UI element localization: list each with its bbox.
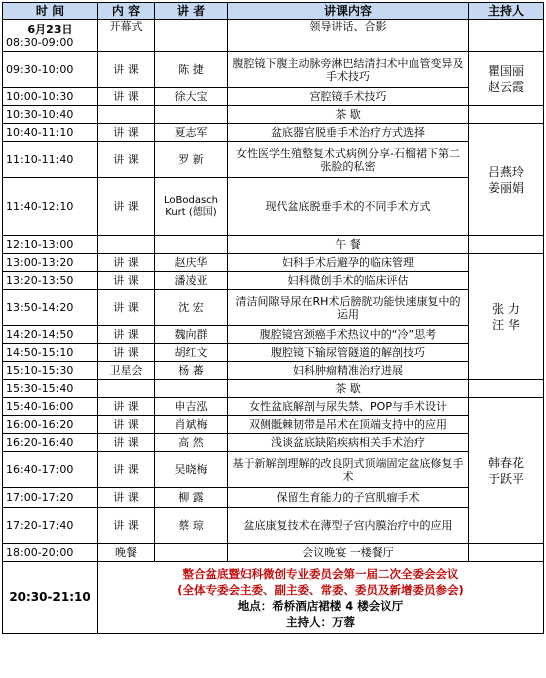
content-cell: 腹腔镜下腹主动脉旁淋巴结清扫术中血管变异及手术技巧: [228, 52, 469, 88]
table-row: [3, 124, 544, 142]
table-row: [3, 362, 544, 380]
content-cell: 腹腔镜下输尿管隧道的解剖技巧: [228, 344, 469, 362]
speaker-cell: 吴晓梅: [155, 452, 228, 488]
speaker-cell: 魏向群: [155, 326, 228, 344]
time-cell: 17:00-17:20: [3, 488, 98, 508]
content-cell: 妇科肿瘤精准治疗进展: [228, 362, 469, 380]
host-cell: [469, 254, 544, 380]
speaker-cell: [155, 380, 228, 398]
type-cell: 讲 课: [98, 272, 155, 290]
table-row: [3, 452, 544, 488]
time-cell: 10:00-10:30: [3, 88, 98, 106]
type-cell: 讲 课: [98, 488, 155, 508]
type-cell: 讲 课: [98, 326, 155, 344]
time-text: 08:30-09:00: [6, 35, 74, 49]
table-row: [3, 88, 544, 106]
meeting-title: 整合盆底暨妇科微创专业委员会第一届二次全委会会议: [182, 566, 459, 581]
content-cell: 盆底康复技术在薄型子宫内膜治疗中的应用: [228, 508, 469, 544]
table-row: [3, 20, 544, 52]
content-cell: 妇科微创手术的临床评估: [228, 272, 469, 290]
speaker-cell: 柳 露: [155, 488, 228, 508]
time-cell: 16:40-17:00: [3, 452, 98, 488]
table-row: [3, 344, 544, 362]
host-cell: [469, 398, 544, 544]
type-cell: 讲 课: [98, 290, 155, 326]
type-cell: 讲 课: [98, 178, 155, 236]
time-cell: 14:20-14:50: [3, 326, 98, 344]
table-row: [3, 508, 544, 544]
type-cell: 讲 课: [98, 344, 155, 362]
speaker-cell: [155, 106, 228, 124]
table-row: [3, 326, 544, 344]
content-cell: 茶 歇: [228, 106, 469, 124]
content-cell: 现代盆底脱垂手术的不同手术方式: [228, 178, 469, 236]
table-row: [3, 544, 544, 562]
time-cell: 10:30-10:40: [3, 106, 98, 124]
time-cell: 11:10-11:40: [3, 142, 98, 178]
time-cell: 14:50-15:10: [3, 344, 98, 362]
content-cell: 宫腔镜手术技巧: [228, 88, 469, 106]
type-cell: [98, 236, 155, 254]
host-cell-empty: [469, 544, 544, 562]
table-row: [3, 488, 544, 508]
content-cell: 茶 歇: [228, 380, 469, 398]
type-cell: 讲 课: [98, 416, 155, 434]
content-cell: 清洁间隙导尿在RH术后膀胱功能快速康复中的运用: [228, 290, 469, 326]
time-cell: 16:00-16:20: [3, 416, 98, 434]
type-cell: 讲 课: [98, 52, 155, 88]
day-label: 6月23日: [27, 22, 73, 36]
table-row: [3, 416, 544, 434]
content-cell: 女性医学生殖整复术式病例分享-石榴裙下第二张脸的私密: [228, 142, 469, 178]
host-name: 于跃平: [487, 471, 524, 486]
time-cell: 10:40-11:10: [3, 124, 98, 142]
meeting-subtitle: (全体专委会主委、副主委、常委、委员及新增委员参会): [177, 582, 464, 597]
table-row: [3, 290, 544, 326]
content-cell: 女性盆底解剖与尿失禁、POP与手术设计: [228, 398, 469, 416]
speaker-cell: 杨 蕃: [155, 362, 228, 380]
time-cell: 15:10-15:30: [3, 362, 98, 380]
time-cell: 13:20-13:50: [3, 272, 98, 290]
break-row: [3, 236, 544, 254]
table-row: [3, 52, 544, 88]
time-cell: 13:00-13:20: [3, 254, 98, 272]
schedule-table: [2, 2, 544, 634]
meeting-time: 20:30-21:10: [3, 562, 98, 634]
host-name: 赵云霞: [487, 79, 524, 94]
time-cell: 15:30-15:40: [3, 380, 98, 398]
speaker-cell: 夏志军: [155, 124, 228, 142]
meeting-cell: [98, 562, 544, 634]
time-cell: [3, 20, 98, 52]
speaker-cell: [155, 544, 228, 562]
host-name: 姜丽娟: [487, 180, 524, 195]
header-time: 时 间: [3, 3, 98, 20]
type-cell: 晚餐: [98, 544, 155, 562]
content-cell: 盆底器官脱垂手术治疗方式选择: [228, 124, 469, 142]
type-cell: 讲 课: [98, 434, 155, 452]
time-cell: 16:20-16:40: [3, 434, 98, 452]
speaker-cell: 沈 宏: [155, 290, 228, 326]
host-name: 韩春花: [487, 455, 524, 470]
type-cell: 卫星会: [98, 362, 155, 380]
host-name: 张 力: [492, 301, 520, 316]
table-row: [3, 254, 544, 272]
meeting-host: 主持人：万蓉: [286, 614, 355, 629]
time-cell: 09:30-10:00: [3, 52, 98, 88]
host-name: 吕燕玲: [487, 164, 524, 179]
speaker-cell: 罗 新: [155, 142, 228, 178]
content-cell: 领导讲话、合影: [228, 20, 469, 52]
table-row: [3, 398, 544, 416]
time-cell: 15:40-16:00: [3, 398, 98, 416]
break-row: [3, 380, 544, 398]
speaker-cell: [155, 236, 228, 254]
header-content: 讲课内容: [228, 3, 469, 20]
content-cell: 基于新解剖理解的改良阴式顶端固定盆底修复手术: [228, 452, 469, 488]
type-cell: [98, 380, 155, 398]
time-cell: 18:00-20:00: [3, 544, 98, 562]
table-row: [3, 272, 544, 290]
type-cell: 开幕式: [98, 20, 155, 52]
host-name: 瞿国丽: [487, 63, 524, 78]
meeting-location: 地点：希桥酒店裙楼 4 楼会议厅: [237, 598, 404, 613]
type-cell: 讲 课: [98, 142, 155, 178]
content-cell: 保留生育能力的子宫肌瘤手术: [228, 488, 469, 508]
host-cell-empty: [469, 380, 544, 398]
speaker-cell: 赵庆华: [155, 254, 228, 272]
host-name: 汪 华: [492, 317, 520, 332]
type-cell: 讲 课: [98, 398, 155, 416]
speaker-cell: 肖斌梅: [155, 416, 228, 434]
content-cell: 浅谈盆底缺陷疾病相关手术治疗: [228, 434, 469, 452]
time-cell: 12:10-13:00: [3, 236, 98, 254]
host-cell-empty: [469, 236, 544, 254]
time-cell: 11:40-12:10: [3, 178, 98, 236]
type-cell: [98, 106, 155, 124]
type-cell: 讲 课: [98, 508, 155, 544]
meeting-row: [3, 562, 544, 634]
header-type: 内 容: [98, 3, 155, 20]
time-cell: 13:50-14:20: [3, 290, 98, 326]
speaker-cell: 高 然: [155, 434, 228, 452]
table-row: [3, 178, 544, 236]
table-row: [3, 434, 544, 452]
type-cell: 讲 课: [98, 254, 155, 272]
speaker-cell: 胡红文: [155, 344, 228, 362]
break-row: [3, 106, 544, 124]
header-row: [3, 3, 544, 20]
header-speaker: 讲 者: [155, 3, 228, 20]
host-cell: [469, 52, 544, 106]
host-cell-empty: [469, 20, 544, 52]
speaker-cell: 陈 捷: [155, 52, 228, 88]
speaker-cell: 徐大宝: [155, 88, 228, 106]
speaker-cell: LoBodasch Kurt (德国): [155, 178, 228, 236]
content-cell: 午 餐: [228, 236, 469, 254]
type-cell: 讲 课: [98, 124, 155, 142]
host-cell-empty: [469, 106, 544, 124]
header-host: 主持人: [469, 3, 544, 20]
content-cell: 会议晚宴 一楼餐厅: [228, 544, 469, 562]
speaker-cell: 蔡 琼: [155, 508, 228, 544]
content-cell: 双侧骶棘韧带是吊术在顶端支持中的应用: [228, 416, 469, 434]
content-cell: 妇科手术后避孕的临床管理: [228, 254, 469, 272]
type-cell: 讲 课: [98, 452, 155, 488]
content-cell: 腹腔镜宫颈癌手术热议中的“冷”思考: [228, 326, 469, 344]
host-cell: [469, 124, 544, 236]
time-cell: 17:20-17:40: [3, 508, 98, 544]
speaker-cell: 申吉泓: [155, 398, 228, 416]
speaker-cell: [155, 20, 228, 52]
type-cell: 讲 课: [98, 88, 155, 106]
speaker-cell: 潘凌亚: [155, 272, 228, 290]
table-row: [3, 142, 544, 178]
